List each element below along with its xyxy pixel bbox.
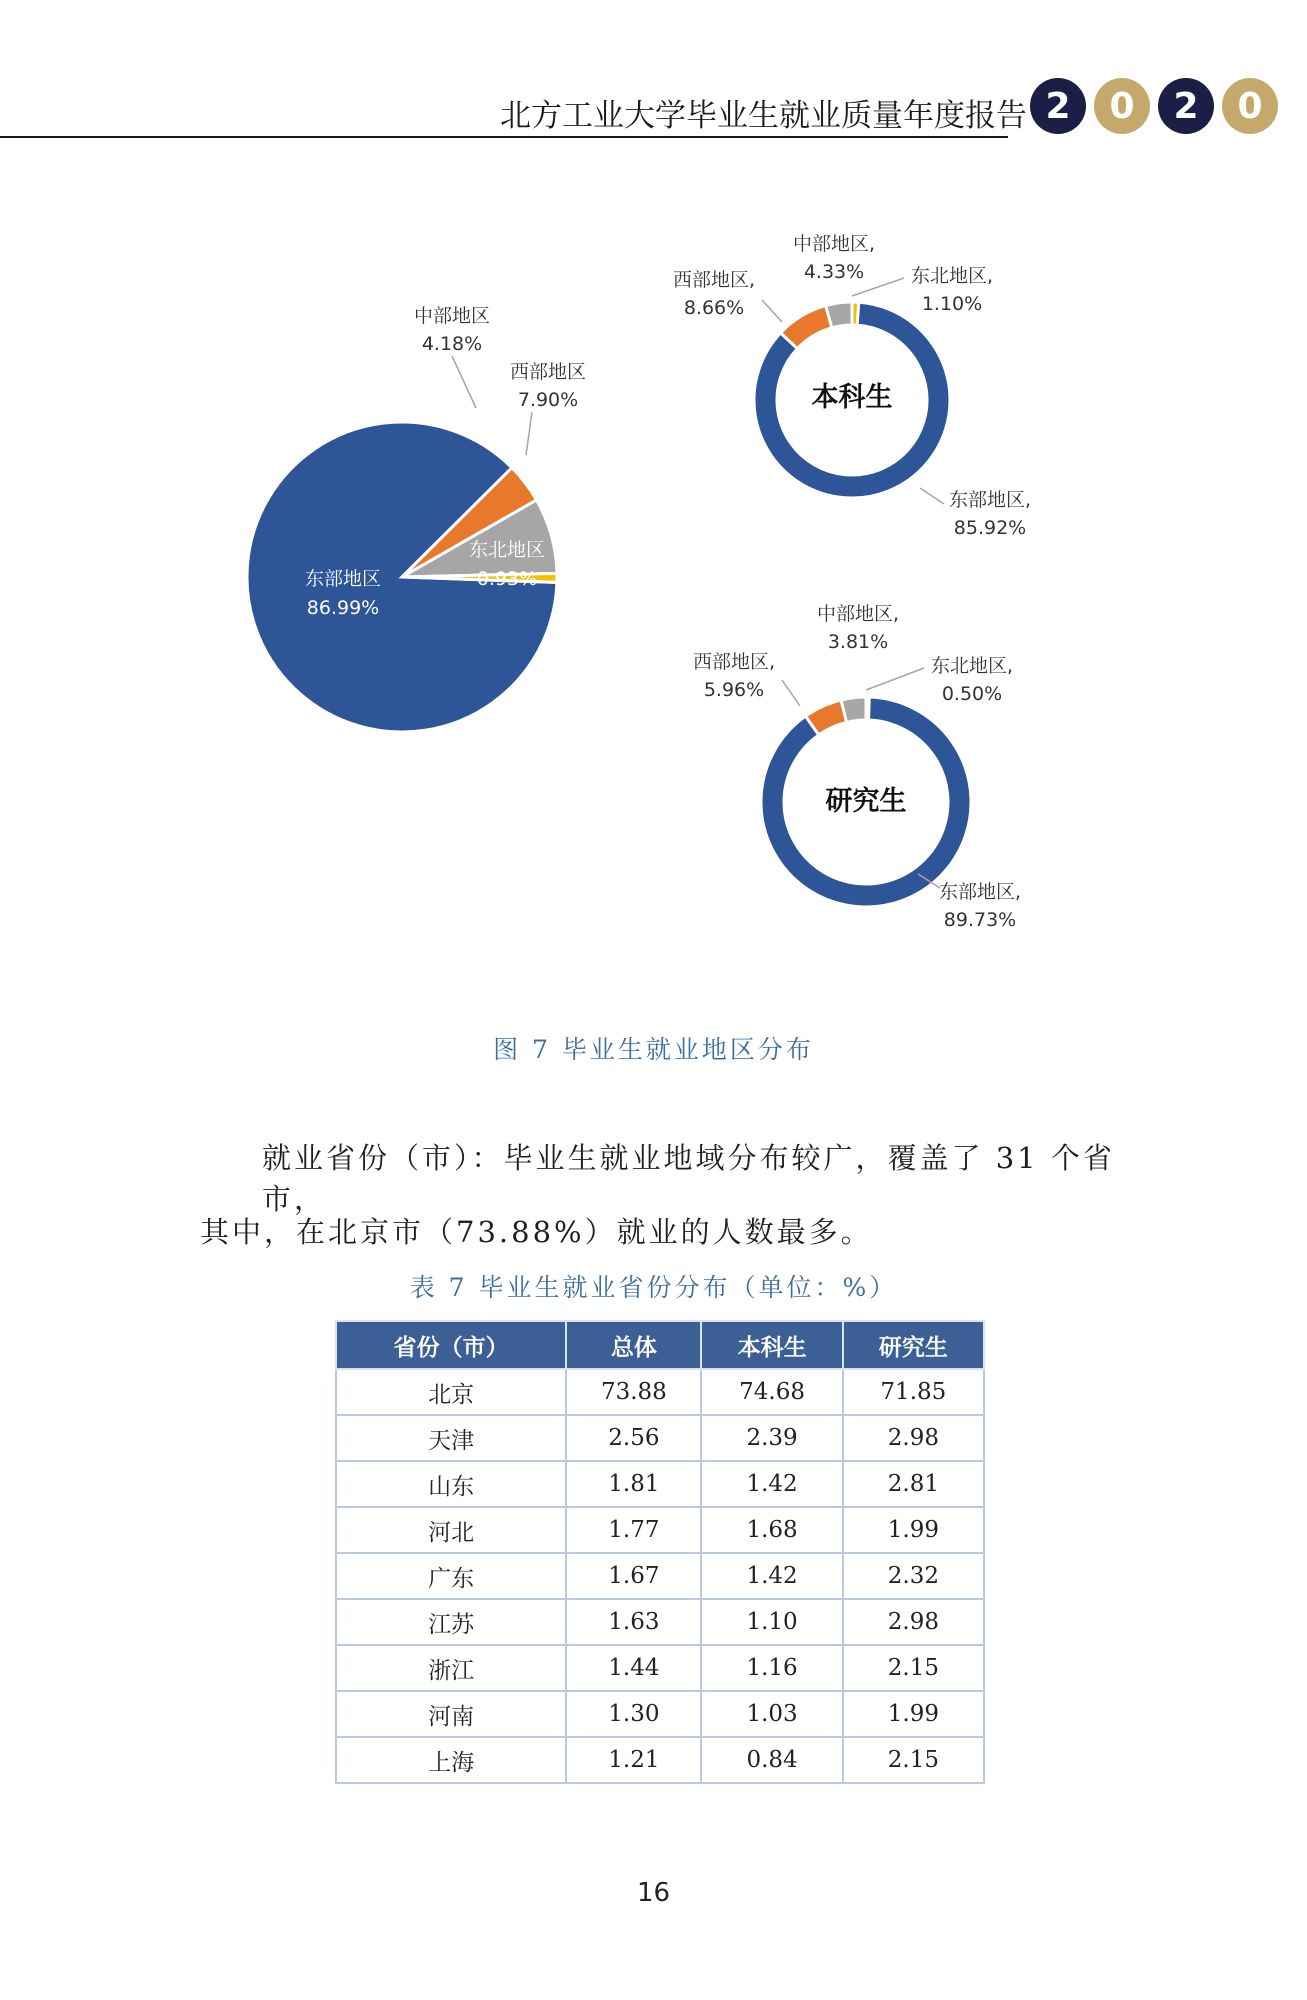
cell-undergrad: 1.42 <box>701 1553 842 1599</box>
ug-label-east-value: 85.92% <box>953 517 1027 539</box>
graduate-center-label: 研究生 <box>825 786 907 817</box>
table-row <box>336 1553 984 1599</box>
table-caption: 表 7 毕业生就业省份分布（单位：%） <box>409 1273 898 1302</box>
paragraph-line-1: 就业省份（市）：毕业生就业地域分布较广，覆盖了 31 个省市， <box>262 1141 1115 1216</box>
pie-leader-west <box>526 412 532 455</box>
graduate-donut-slice-2 <box>841 697 866 722</box>
table-row <box>336 1599 984 1645</box>
ug-label-northeast-value: 1.10% <box>921 293 983 315</box>
cell-undergrad: 1.68 <box>701 1507 842 1553</box>
cell-undergrad: 74.68 <box>701 1369 842 1415</box>
cell-undergrad: 1.16 <box>701 1645 842 1691</box>
cell-province: 江苏 <box>336 1599 566 1645</box>
cell-graduate: 2.15 <box>843 1737 984 1783</box>
cell-province: 河北 <box>336 1507 566 1553</box>
undergrad-donut-slice-2 <box>826 302 852 328</box>
grad-label-northeast-name: 东北地区, <box>930 655 1014 677</box>
cell-province: 天津 <box>336 1415 566 1461</box>
cell-graduate: 2.15 <box>843 1645 984 1691</box>
year-digit-3: 2 <box>1158 78 1214 134</box>
ug-label-central-name: 中部地区, <box>792 233 876 255</box>
grad-label-central-value: 3.81% <box>827 631 889 653</box>
table-row <box>336 1691 984 1737</box>
table-row <box>336 1737 984 1783</box>
page-number: 16 <box>636 1878 671 1908</box>
table-header-row <box>336 1321 984 1369</box>
cell-graduate: 71.85 <box>843 1369 984 1415</box>
pie-label-west-value: 7.90% <box>517 389 579 411</box>
figure-caption: 图 7 毕业生就业地区分布 <box>493 1035 814 1064</box>
pie-leader-central <box>452 356 476 408</box>
pie-label-central-value: 4.18% <box>421 333 483 355</box>
header-overall: 总体 <box>566 1321 701 1369</box>
cell-overall: 1.30 <box>566 1691 701 1737</box>
cell-undergrad: 1.03 <box>701 1691 842 1737</box>
cell-graduate: 2.98 <box>843 1415 984 1461</box>
grad-label-east-value: 89.73% <box>943 909 1017 931</box>
cell-graduate: 1.99 <box>843 1691 984 1737</box>
pie-label-east-value: 86.99% <box>306 597 380 619</box>
ug-label-west-value: 8.66% <box>683 297 745 319</box>
ug-leader-east <box>920 488 944 504</box>
cell-province: 山东 <box>336 1461 566 1507</box>
cell-overall: 1.21 <box>566 1737 701 1783</box>
cell-undergrad: 0.84 <box>701 1737 842 1783</box>
cell-undergrad: 1.10 <box>701 1599 842 1645</box>
pie-label-central-name: 中部地区 <box>413 305 491 327</box>
cell-province: 上海 <box>336 1737 566 1783</box>
cell-overall: 1.81 <box>566 1461 701 1507</box>
table-row <box>336 1461 984 1507</box>
cell-province: 广东 <box>336 1553 566 1599</box>
cell-province: 浙江 <box>336 1645 566 1691</box>
year-digit-4: 0 <box>1222 78 1278 134</box>
cell-graduate: 2.32 <box>843 1553 984 1599</box>
header-province: 省份（市） <box>336 1321 566 1369</box>
grad-label-central-name: 中部地区, <box>816 603 900 625</box>
graduate-donut-labels <box>693 603 1021 931</box>
cell-overall: 1.67 <box>566 1553 701 1599</box>
pie-label-east-name: 东部地区 <box>304 568 382 590</box>
table-row <box>336 1507 984 1553</box>
ug-label-west-name: 西部地区, <box>672 269 756 291</box>
cell-overall: 1.44 <box>566 1645 701 1691</box>
table-row <box>336 1645 984 1691</box>
table-row <box>336 1369 984 1415</box>
ug-leader-west <box>762 300 782 322</box>
ug-label-central-value: 4.33% <box>803 261 865 283</box>
table-body <box>336 1369 984 1783</box>
cell-overall: 2.56 <box>566 1415 701 1461</box>
pie-label-northeast-name: 东北地区 <box>468 539 546 561</box>
cell-graduate: 2.81 <box>843 1461 984 1507</box>
cell-province: 北京 <box>336 1369 566 1415</box>
cell-overall: 73.88 <box>566 1369 701 1415</box>
report-title: 北方工业大学毕业生就业质量年度报告 <box>500 98 1027 134</box>
paragraph-line-2: 其中，在北京市（73.88%）就业的人数最多。 <box>200 1215 873 1249</box>
grad-leader-west <box>782 680 800 706</box>
grad-leader-northeast <box>866 668 924 690</box>
grad-label-northeast-value: 0.50% <box>941 683 1003 705</box>
header-undergrad: 本科生 <box>701 1321 842 1369</box>
cell-undergrad: 1.42 <box>701 1461 842 1507</box>
ug-label-northeast-name: 东北地区, <box>910 265 994 287</box>
cell-graduate: 2.98 <box>843 1599 984 1645</box>
year-digit-2: 0 <box>1094 78 1150 134</box>
grad-label-west-value: 5.96% <box>703 679 765 701</box>
table-row <box>336 1415 984 1461</box>
cell-overall: 1.77 <box>566 1507 701 1553</box>
undergrad-center-label: 本科生 <box>811 382 893 413</box>
cell-undergrad: 2.39 <box>701 1415 842 1461</box>
pie-label-west-name: 西部地区 <box>509 361 587 383</box>
year-digit-1: 2 <box>1030 78 1086 134</box>
ug-label-east-name: 东部地区, <box>948 489 1032 511</box>
cell-province: 河南 <box>336 1691 566 1737</box>
cell-graduate: 1.99 <box>843 1507 984 1553</box>
grad-label-west-name: 西部地区, <box>692 651 776 673</box>
grad-label-east-name: 东部地区, <box>938 881 1022 903</box>
header-graduate: 研究生 <box>843 1321 984 1369</box>
pie-label-northeast-value: 0.93% <box>476 568 538 590</box>
cell-overall: 1.63 <box>566 1599 701 1645</box>
province-table <box>335 1320 985 1784</box>
